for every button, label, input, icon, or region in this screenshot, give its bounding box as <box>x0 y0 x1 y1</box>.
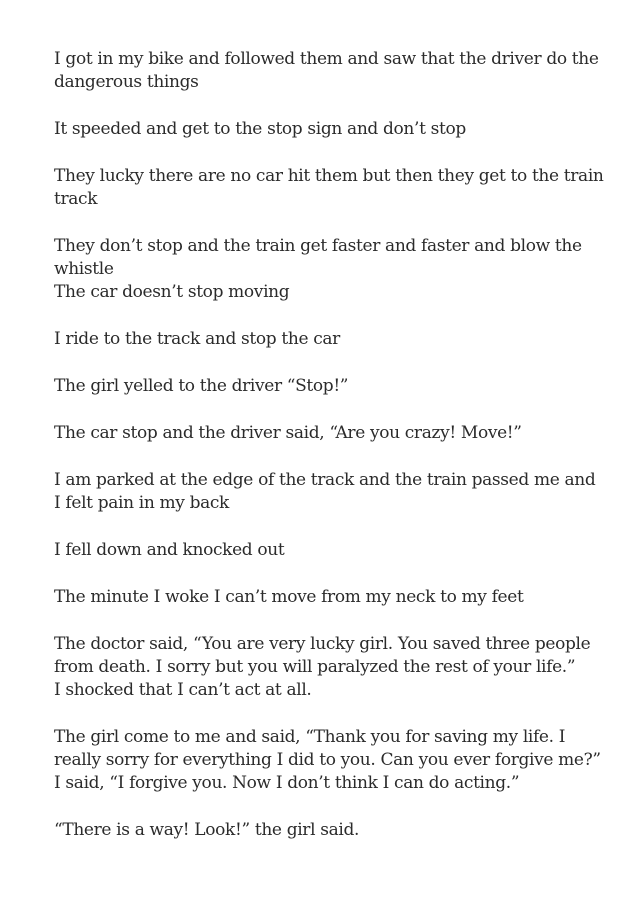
text-line: really sorry for everything I did to you. Can you ever forgive me?” <box>54 750 601 770</box>
text-line: The girl yelled to the driver “Stop!” <box>54 376 349 396</box>
text-line: They don’t stop and the train get faster and faster and blow the <box>54 236 582 256</box>
text-line: The car doesn’t stop moving <box>54 282 290 302</box>
text-line: “There is a way! Look!” the girl said. <box>54 820 360 840</box>
paragraph <box>54 48 599 94</box>
paragraph <box>54 328 554 351</box>
paragraph <box>54 235 582 304</box>
text-line: The minute I woke I can’t move from my neck to my feet <box>54 587 524 607</box>
text-line: I felt pain in my back <box>54 493 230 513</box>
text-line: I ride to the track and stop the car <box>54 329 340 349</box>
text-line: They lucky there are no car hit them but then they get to the train <box>54 166 604 186</box>
paragraph <box>54 539 554 562</box>
paragraph <box>54 165 604 211</box>
text-line: I shocked that I can’t act at all. <box>54 680 312 700</box>
text-line: whistle <box>54 259 114 279</box>
text-line: I said, “I forgive you. Now I don’t think I can do acting.” <box>54 773 520 793</box>
text-line: I am parked at the edge of the track and the train passed me and <box>54 470 596 490</box>
text-line: The girl come to me and said, “Thank you for saving my life. I <box>54 727 566 747</box>
story-page <box>54 48 604 866</box>
paragraph <box>54 586 554 609</box>
paragraph <box>54 118 554 141</box>
text-line: The car stop and the driver said, “Are you crazy! Move!” <box>54 423 522 443</box>
text-line: The doctor said, “You are very lucky girl. You saved three people <box>54 634 591 654</box>
paragraph <box>54 633 591 702</box>
paragraph <box>54 819 554 842</box>
text-line: track <box>54 189 98 209</box>
text-line: dangerous things <box>54 72 199 92</box>
text-line: from death. I sorry but you will paralyzed the rest of your life.” <box>54 657 576 677</box>
text-line: I got in my bike and followed them and saw that the driver do the <box>54 49 599 69</box>
paragraph <box>54 469 596 515</box>
text-line: It speeded and get to the stop sign and don’t stop <box>54 119 466 139</box>
paragraph <box>54 375 554 398</box>
paragraph <box>54 726 601 795</box>
text-line: I fell down and knocked out <box>54 540 285 560</box>
paragraph <box>54 422 554 445</box>
